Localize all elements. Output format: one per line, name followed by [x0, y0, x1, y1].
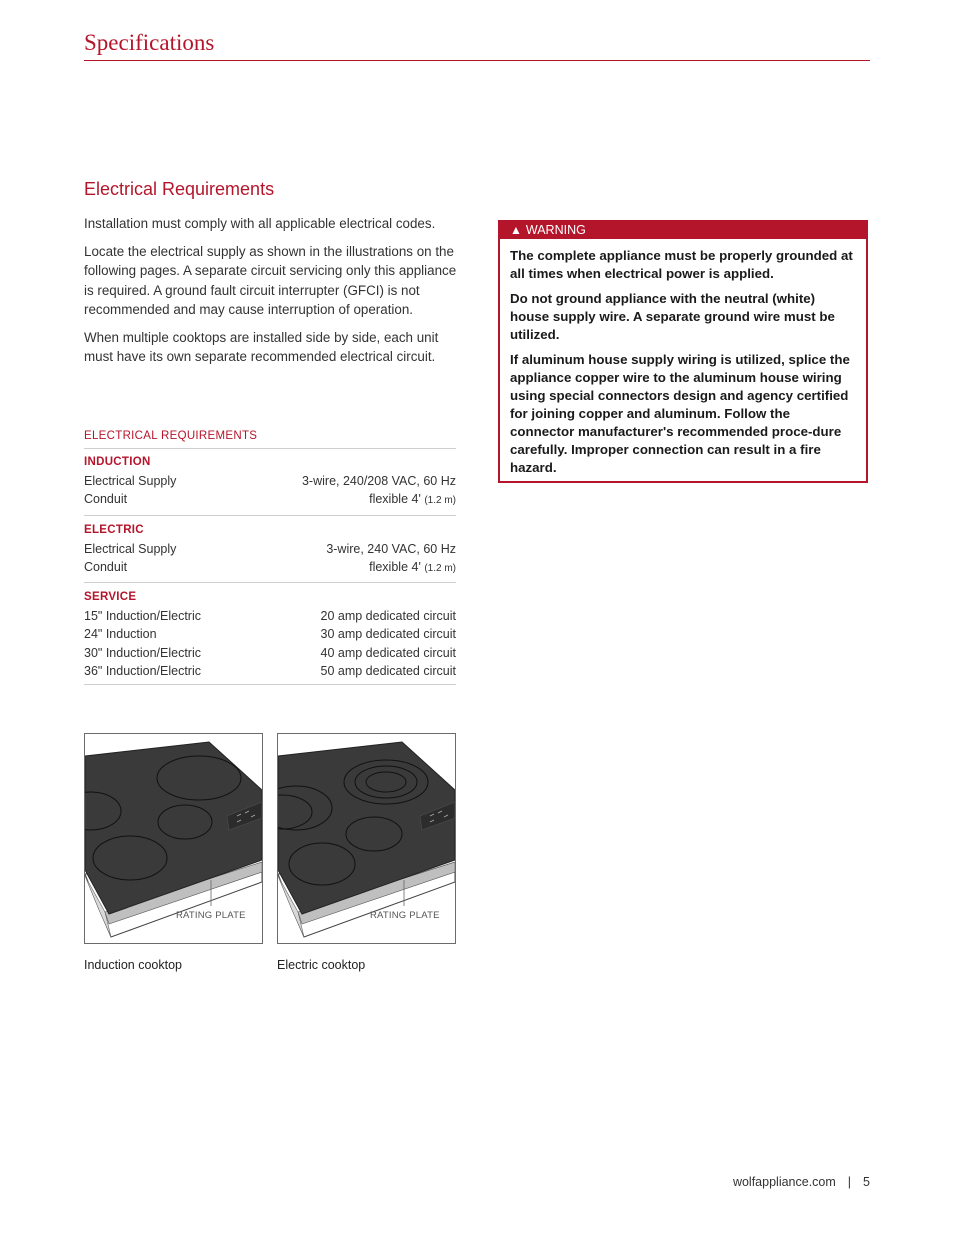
- footer-separator: |: [847, 1175, 852, 1189]
- spec-row: [84, 625, 456, 643]
- spec-group-service: [84, 583, 456, 685]
- warning-title: WARNING: [525, 223, 586, 237]
- spec-label: Conduit: [84, 559, 128, 574]
- intro-paragraph: When multiple cooktops are installed side by side, each unit must have its own separate recommended electrical circuit.: [84, 329, 439, 364]
- spec-row: [84, 540, 456, 558]
- spec-group-title: ELECTRIC: [84, 523, 144, 536]
- page-footer: [733, 1175, 870, 1189]
- intro-paragraph: Locate the electrical supply as shown in the illustrations on the following pages. A separate circuit servicing only this appliance is required. A ground fault circuit interrupter (GFCI) is not recommended and may cause interruption of operation.: [84, 243, 457, 317]
- spec-value-wrap: [369, 558, 456, 578]
- intro-paragraph: Installation must comply with all applicable electrical codes.: [84, 216, 436, 231]
- page-title: Specifications: [84, 30, 215, 55]
- rating-plate-label: RATING PLATE: [370, 910, 440, 921]
- warning-box: [498, 220, 868, 483]
- spec-row: [84, 607, 456, 625]
- spec-group-title: INDUCTION: [84, 456, 151, 468]
- spec-value: 40 amp dedicated circuit: [320, 645, 456, 660]
- rating-plate-label: RATING PLATE: [176, 910, 246, 921]
- spec-unit: (1.2 m): [424, 495, 456, 507]
- page-number: 5: [863, 1175, 870, 1189]
- spec-value-wrap: [369, 490, 456, 510]
- spec-row: [84, 472, 456, 490]
- spec-value: 3-wire, 240 VAC, 60 Hz: [326, 541, 456, 556]
- spec-label: 30" Induction/Electric: [84, 645, 201, 660]
- spec-label: Conduit: [84, 492, 128, 507]
- spec-value: 3-wire, 240/208 VAC, 60 Hz: [301, 474, 456, 488]
- spec-row: [84, 490, 456, 510]
- section-heading: Electrical Requirements: [84, 179, 275, 199]
- spec-value: 20 amp dedicated circuit: [320, 609, 456, 624]
- header-divider: [84, 60, 870, 61]
- spec-value: flexible 4': [369, 492, 421, 507]
- spec-label: 24" Induction: [84, 627, 157, 642]
- warning-paragraph: Do not ground appliance with the neutral (white) house supply wire. A separate ground wire must be utilized.: [510, 291, 835, 342]
- warning-paragraph: The complete appliance must be properly grounded at all times when electrical power is applied.: [510, 248, 853, 281]
- spec-value: flexible 4': [369, 559, 421, 574]
- spec-label: Electrical Supply: [84, 474, 177, 488]
- figure-caption: Electric cooktop: [277, 958, 366, 972]
- figure-caption: Induction cooktop: [84, 958, 182, 972]
- spec-value: 30 amp dedicated circuit: [320, 627, 456, 642]
- intro-text: [84, 214, 468, 375]
- spec-group-electric: [84, 516, 456, 584]
- spec-row: [84, 644, 456, 662]
- spec-row: [84, 558, 456, 578]
- spec-group-title: SERVICE: [84, 591, 137, 604]
- warning-header: [500, 222, 866, 239]
- specs-table-title: ELECTRICAL REQUIREMENTS: [84, 430, 456, 449]
- electrical-requirements-table: [84, 430, 456, 685]
- warning-paragraph: If aluminum house supply wiring is utilized, splice the appliance copper wire to the aluminum house wiring using special connectors design and agency certified for joining copper and aluminum. Follow the connector manufacturer's recommended proce-dure carefully. Improper connection can result in a fire hazard.: [510, 352, 850, 475]
- warning-triangle-icon: ▲: [510, 223, 522, 237]
- spec-unit: (1.2 m): [424, 562, 456, 574]
- spec-row: [84, 662, 456, 680]
- spec-label: 15" Induction/Electric: [84, 609, 201, 624]
- spec-label: 36" Induction/Electric: [84, 664, 201, 679]
- spec-value: 50 amp dedicated circuit: [320, 664, 456, 679]
- warning-body: [500, 239, 866, 477]
- spec-group-induction: [84, 449, 456, 516]
- footer-site: wolfappliance.com: [732, 1175, 836, 1189]
- spec-label: Electrical Supply: [84, 541, 177, 556]
